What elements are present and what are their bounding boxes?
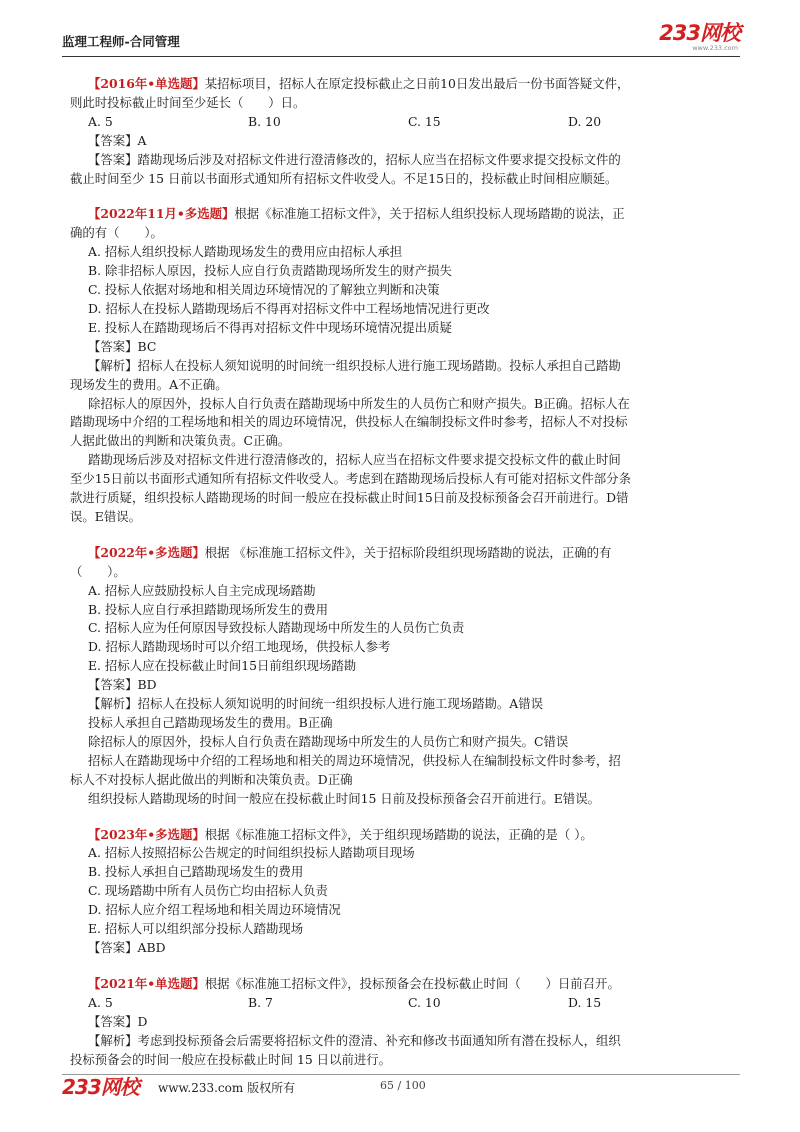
option-list: [70, 113, 738, 132]
explanation-line: 踏勘现场后涉及对招标文件进行澄清修改的，招标人应当在招标文件要求提交投标文件的截止时间: [88, 452, 621, 468]
explanation-line: 标人不对投标人据此做出的判断和决策负责。D正确: [70, 771, 353, 787]
option-a: A. 招标人按照招标公告规定的时间组织投标人踏勘项目现场: [88, 845, 415, 861]
question-2: [70, 205, 738, 526]
explanation-line: 至少15日前以书面形式通知所有招标文件收受人。考虑到在踏勘现场后投标人有可能对招标文件部分条: [70, 471, 631, 487]
option-d: D. 招标人应介绍工程场地和相关周边环境情况: [88, 902, 341, 918]
explanation-line: 现场发生的费用。A不正确。: [70, 376, 228, 392]
question-tag: 【2021年•单选题】: [88, 975, 205, 991]
question-stem: [70, 826, 738, 845]
page-header: [62, 22, 740, 57]
explanation-line: 组织投标人踏勘现场的时间一般应在投标截止时间15 日前及投标预备会召开前进行。E错误。: [88, 790, 600, 806]
option-d: D. 招标人踏勘现场时可以介绍工地现场，供投标人参考: [88, 639, 391, 655]
explanation-line: 款进行质疑，组织投标人踏勘现场的时间一般应在投标截止时间15日前及投标预备会召开前进行。D错: [70, 490, 629, 506]
option-list: [70, 994, 738, 1013]
explanation-line: 除招标人的原因外，投标人自行负责在踏勘现场中所发生的人员伤亡和财产损失。C错误: [88, 733, 569, 749]
question-stem: [70, 975, 738, 994]
question-1: [70, 75, 738, 188]
document-title: 监理工程师-合同管理: [62, 34, 180, 49]
explanation-line: 投标人承担自己踏勘现场发生的费用。B正确: [88, 715, 333, 730]
explanation-line: 【答案】踏勘现场后涉及对招标文件进行澄清修改的，招标人应当在招标文件要求提交投标文件的: [88, 151, 621, 167]
explanation-line: 截止时间至少 15 日前以书面形式通知所有招标文件收受人。不足15日的，投标截止时间相应顺延。: [70, 170, 618, 186]
stem-line: 根据《标准施工招标文件》，投标预备会在投标截止时间（ ）日前召开。: [204, 975, 620, 991]
explanation-line: 【解析】招标人在投标人须知说明的时间统一组织投标人进行施工现场踏勘。A错误: [88, 696, 544, 712]
question-5: [70, 975, 738, 1070]
option-e: E. 招标人可以组织部分投标人踏勘现场: [88, 921, 304, 937]
footer-logo: 233网校: [62, 1075, 139, 1099]
brand-logo-text: 233网校: [659, 21, 740, 45]
option-a: A. 招标人组织投标人踏勘现场发生的费用应由招标人承担: [88, 244, 403, 260]
option-c: C. 10: [408, 994, 441, 1010]
answer: 【答案】BC: [88, 338, 157, 354]
option-e: E. 投标人在踏勘现场后不得再对招标文件中现场环境情况提出质疑: [88, 319, 452, 335]
page-number: 65 / 100: [380, 1079, 426, 1092]
question-4: [70, 826, 738, 958]
document-body: [70, 75, 738, 1069]
explanation-line: 投标预备会的时间一般应在投标截止时间 15 日以前进行。: [70, 1051, 392, 1067]
page-footer: [62, 1074, 740, 1099]
answer: 【答案】BD: [88, 677, 157, 693]
answer: 【答案】A: [88, 132, 147, 148]
explanation-line: 【解析】考虑到投标预备会后需要将招标文件的澄清、补充和修改书面通知所有潜在投标人，组织: [88, 1032, 621, 1048]
answer: 【答案】ABD: [88, 939, 166, 955]
question-3: [70, 544, 738, 809]
stem-line: 某招标项目，招标人在原定投标截止之日前10日发出最后一份书面答疑文件，: [204, 76, 630, 91]
brand-logo-url: www.233.com: [692, 44, 738, 52]
footer-copyright: www.233.com 版权所有: [158, 1081, 296, 1095]
explanation-line: 除招标人的原因外，投标人自行负责在踏勘现场中所发生的人员伤亡和财产损失。B正确。招标人在: [88, 395, 630, 411]
option-c: C. 招标人应为任何原因导致投标人踏勘现场中所发生的人员伤亡负责: [88, 620, 465, 636]
stem-line: 确的有（ ）。: [70, 225, 163, 241]
option-a: A. 5: [88, 994, 113, 1010]
stem-line: （ ）。: [70, 563, 126, 579]
option-c: C. 投标人依据对场地和相关周边环境情况的了解独立判断和决策: [88, 282, 440, 298]
option-c: C. 15: [408, 113, 441, 129]
brand-logo: [659, 22, 740, 52]
stem-line: 根据《标准施工招标文件》，关于招标人组织投标人现场踏勘的说法，正: [234, 206, 625, 222]
explanation-line: 招标人在踏勘现场中介绍的工程场地和相关的周边环境情况，供投标人在编制投标文件时参考，招: [88, 752, 621, 768]
stem-line: 则此时投标截止时间至少延长（ ）日。: [70, 94, 306, 110]
answer: 【答案】D: [88, 1013, 148, 1029]
option-c: C. 现场踏勘中所有人员伤亡均由招标人负责: [88, 883, 328, 899]
question-tag: 【2022年•多选题】: [88, 544, 205, 560]
option-b: B. 投标人应自行承担踏勘现场所发生的费用: [88, 601, 329, 617]
option-a: A. 招标人应鼓励投标人自主完成现场踏勘: [88, 582, 316, 598]
option-d: D. 20: [568, 113, 602, 129]
option-b: B. 7: [248, 994, 273, 1010]
option-b: B. 投标人承担自己踏勘现场发生的费用: [88, 864, 304, 880]
question-stem: [70, 205, 738, 224]
option-b: B. 除非招标人原因，投标人应自行负责踏勘现场所发生的财产损失: [88, 263, 452, 279]
explanation-line: 人据此做出的判断和决策负责。C正确。: [70, 433, 291, 449]
stem-line: 根据《标准施工招标文件》，关于组织现场踏勘的说法，正确的是（ ）。: [204, 826, 593, 842]
question-stem: [70, 75, 738, 94]
option-b: B. 10: [248, 113, 281, 129]
option-a: A. 5: [88, 113, 113, 129]
option-d: D. 15: [568, 994, 602, 1010]
question-stem: [70, 544, 738, 563]
question-tag: 【2022年11月•多选题】: [88, 206, 235, 222]
explanation-line: 误。E错误。: [70, 508, 141, 524]
option-e: E. 招标人应在投标截止时间15日前组织现场踏勘: [88, 658, 357, 674]
option-d: D. 招标人在投标人踏勘现场后不得再对招标文件中工程场地情况进行更改: [88, 300, 490, 316]
explanation-line: 踏勘现场中介绍的工程场地和相关的周边环境情况，供投标人在编制投标文件时参考，招标人不对投标: [70, 414, 628, 430]
question-tag: 【2016年•单选题】: [88, 76, 205, 91]
explanation-line: 【解析】招标人在投标人须知说明的时间统一组织投标人进行施工现场踏勘。投标人承担自己踏勘: [88, 357, 621, 373]
question-tag: 【2023年•多选题】: [88, 826, 205, 842]
stem-line: 根据 《标准施工招标文件》，关于招标阶段组织现场踏勘的说法，正确的有: [204, 544, 612, 560]
